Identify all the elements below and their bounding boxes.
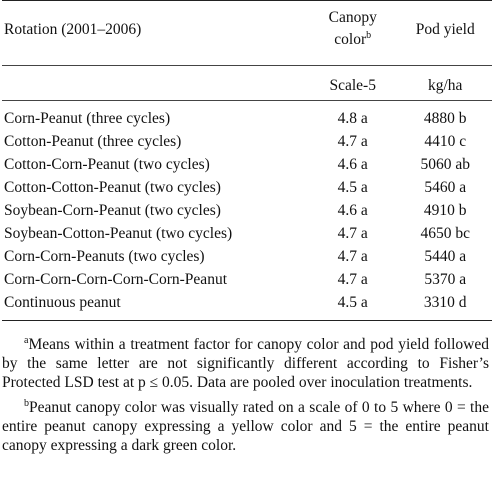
table-body — [2, 101, 492, 321]
cell-rotation: Corn-Corn-Corn-Corn-Corn-Peanut — [4, 271, 227, 288]
cell-pod-yield: 5060 ab — [420, 156, 470, 173]
cell-rotation: Soybean-Cotton-Peanut (two cycles) — [4, 225, 233, 242]
table-footnotes — [2, 335, 493, 455]
table-row — [2, 222, 492, 245]
cell-rotation: Continuous peanut — [2, 291, 307, 321]
footnote-a — [2, 335, 489, 392]
units-rotation-blank — [2, 66, 307, 101]
cell-rotation: Cotton-Peanut (three cycles) — [4, 133, 182, 150]
cell-canopy: 4.7 a — [337, 133, 368, 150]
cell-rotation: Corn-Corn-Peanuts (two cycles) — [4, 248, 205, 265]
table-row — [2, 130, 492, 153]
cell-canopy: 4.7 a — [337, 271, 368, 288]
cell-canopy: 4.6 a — [337, 156, 368, 173]
table-row — [2, 199, 492, 222]
header-pod-yield: Pod yield — [398, 1, 492, 66]
table-row — [2, 101, 492, 131]
cell-canopy: 4.7 a — [337, 248, 368, 265]
header-canopy-line2 — [307, 29, 398, 51]
cell-canopy: 4.7 a — [337, 225, 368, 242]
cell-canopy: 4.8 a — [307, 101, 398, 131]
cell-canopy: 4.6 a — [337, 202, 368, 219]
units-row — [2, 66, 492, 101]
cell-canopy: 4.5 a — [307, 291, 398, 321]
cell-pod-yield: 5440 a — [424, 248, 467, 265]
cell-pod-yield: 5460 a — [424, 179, 467, 196]
header-canopy-line1: Canopy — [328, 9, 377, 26]
cell-pod-yield: 3310 d — [398, 291, 492, 321]
footnote-mark-b: b — [366, 29, 372, 41]
units-pod-yield: kg/ha — [398, 66, 492, 101]
cell-rotation: Corn-Peanut (three cycles) — [2, 101, 307, 131]
footnote-b-text: Peanut canopy color was visually rated on a scale of 0 to 5 where 0 = the entire peanut canopy expressing a yellow color and 5 = the entire peanut canopy expressing a dark green color. — [2, 399, 489, 454]
footnote-b-mark: b — [24, 397, 29, 409]
table-row — [2, 268, 492, 291]
cell-pod-yield: 4410 c — [424, 133, 467, 150]
header-row — [2, 1, 492, 66]
table-row — [2, 245, 492, 268]
table-row — [2, 176, 492, 199]
table-header — [2, 1, 492, 101]
footnote-b — [2, 398, 489, 455]
footnote-a-mark: a — [24, 334, 29, 346]
table-row — [2, 153, 492, 176]
cell-rotation: Soybean-Corn-Peanut (two cycles) — [4, 202, 221, 219]
header-rotation: Rotation (2001–2006) — [2, 1, 307, 66]
cell-rotation: Cotton-Cotton-Peanut (two cycles) — [4, 179, 221, 196]
header-canopy-color — [307, 1, 398, 66]
table-row — [2, 291, 492, 321]
cell-rotation: Cotton-Corn-Peanut (two cycles) — [4, 156, 210, 173]
cell-pod-yield: 4910 b — [423, 202, 467, 219]
cell-pod-yield: 4880 b — [398, 101, 492, 131]
header-canopy-label: color — [334, 31, 367, 48]
cell-canopy: 4.5 a — [337, 179, 368, 196]
units-canopy: Scale-5 — [307, 66, 398, 101]
rotation-results-table — [2, 0, 492, 321]
footnote-a-text: Means within a treatment factor for canopy color and pod yield followed by the same letter are not significantly different according to Fisher’s Protected LSD test at p ≤ 0.05. Data are pooled over inoculation treatments. — [2, 336, 489, 391]
cell-pod-yield: 4650 bc — [420, 225, 470, 242]
cell-pod-yield: 5370 a — [424, 271, 467, 288]
